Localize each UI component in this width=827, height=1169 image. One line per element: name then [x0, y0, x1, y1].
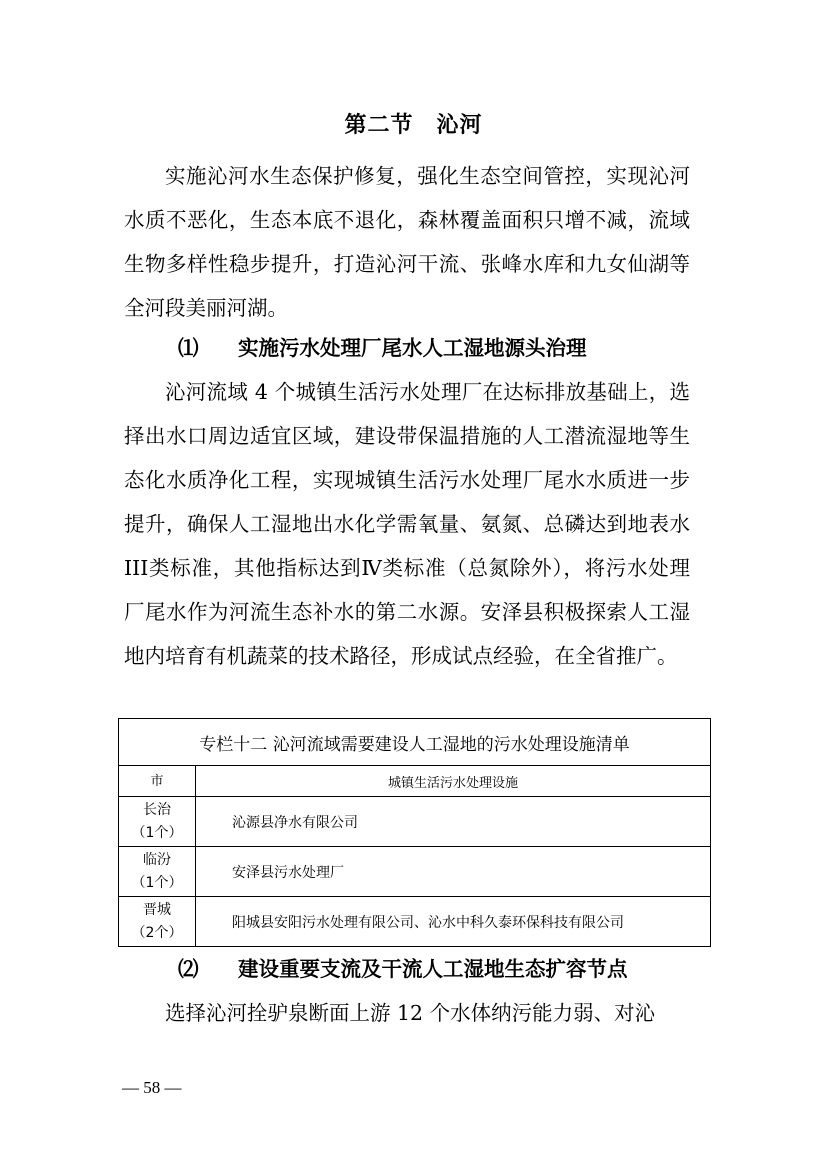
table-row: [119, 897, 711, 947]
page-number: — 58 —: [122, 1078, 182, 1097]
paragraph-2: 选择沁河拴驴泉断面上游 12 个水体纳污能力弱、对沁: [165, 1001, 656, 1025]
table-row: [119, 847, 711, 897]
heading-2-number: ⑵: [178, 957, 199, 981]
paragraph-1: 沁河流域 4 个城镇生活污水处理厂在达标排放基础上，选择出水口周边适宜区域，建设带保温措施的人工潜流湿地等生态化水质净化工程，实现城镇生活污水处理厂尾水水质进一步提升，确保人工湿地出水化学需氧量、氨氮、总磷达到地表水III类标准，其他指标达到Ⅳ类标准（总氮除外），将污水处理厂尾水作为河流生态补水的第二水源。安泽县积极探索人工湿地内培育有机蔬菜的技术路径，形成试点经验，在全省推广。: [124, 380, 690, 668]
column-header-facility: 城镇生活污水处理设施: [196, 766, 711, 797]
intro-paragraph: 实施沁河水生态保护修复，强化生态空间管控，实现沁河水质不恶化，生态本底不退化，森林覆盖面积只增不减，流域生物多样性稳步提升，打造沁河干流、张峰水库和九女仙湖等全河段美丽河湖。: [124, 164, 690, 320]
facility-count: （2个）: [131, 924, 183, 941]
city-name: 晋城: [143, 901, 171, 918]
heading-1-text: 实施污水处理厂尾水人工湿地源头治理: [238, 336, 587, 360]
heading-1: [124, 326, 690, 370]
table-caption: 专栏十二 沁河流域需要建设人工湿地的污水处理设施清单: [119, 719, 711, 766]
facility-count: （1个）: [131, 824, 183, 841]
heading-2: [124, 947, 690, 991]
city-cell: [119, 847, 196, 897]
city-name: 长治: [143, 801, 171, 818]
facility-count: （1个）: [131, 874, 183, 891]
city-cell: [119, 797, 196, 847]
heading-1-number: ⑴: [178, 336, 199, 360]
table-row: [119, 797, 711, 847]
city-cell: [119, 897, 196, 947]
section-title: 第二节 沁河: [344, 113, 483, 138]
facility-cell: 安泽县污水处理厂: [196, 847, 711, 897]
facility-cell: 阳城县安阳污水处理有限公司、沁水中科久泰环保科技有限公司: [196, 897, 711, 947]
heading-2-text: 建设重要支流及干流人工湿地生态扩容节点: [238, 957, 628, 981]
column-header-city: 市: [119, 766, 196, 797]
facility-cell: 沁源县净水有限公司: [196, 797, 711, 847]
facility-table: [118, 718, 711, 947]
city-name: 临汾: [143, 851, 171, 868]
